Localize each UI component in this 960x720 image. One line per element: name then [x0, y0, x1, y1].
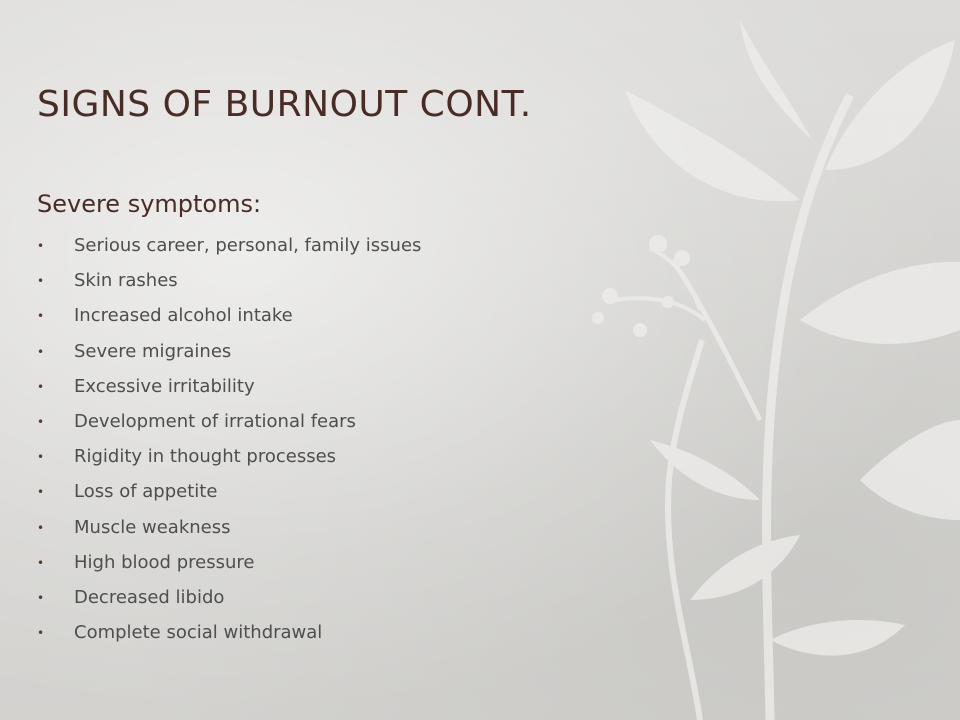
list-item-text: Complete social withdrawal [74, 622, 323, 644]
list-item [37, 234, 421, 269]
list-item-text: Serious career, personal, family issues [74, 235, 422, 256]
bullet-icon: • [37, 379, 45, 394]
list-item-text: Muscle weakness [74, 516, 231, 538]
list-item-text: Increased alcohol intake [74, 305, 293, 327]
list-item [37, 445, 421, 480]
list-item [37, 375, 421, 410]
bullet-icon: • [37, 626, 45, 641]
list-item [37, 621, 421, 656]
list-item-text: Decreased libido [74, 586, 225, 608]
list-item [37, 551, 421, 586]
list-item-text: Excessive irritability [74, 375, 255, 397]
slide-title: SIGNS OF BURNOUT CONT. [37, 84, 532, 125]
bullet-icon: • [37, 590, 45, 605]
bullet-icon: • [37, 344, 45, 359]
list-item-text: Loss of appetite [74, 481, 218, 503]
list-item [37, 340, 421, 375]
bullet-icon: • [37, 485, 45, 500]
list-item [37, 269, 421, 304]
list-item-text: High blood pressure [74, 551, 255, 573]
bullet-icon: • [37, 274, 45, 289]
bullet-icon: • [37, 239, 45, 253]
bullet-icon: • [37, 450, 45, 465]
list-item [37, 480, 421, 515]
list-item [37, 516, 421, 551]
bullet-icon: • [37, 555, 45, 570]
bullet-icon: • [37, 309, 45, 324]
list-item [37, 304, 421, 339]
symptom-list [37, 234, 421, 656]
list-item-text: Skin rashes [74, 270, 178, 292]
slide-subheading: Severe symptoms: [37, 190, 262, 218]
list-item [37, 410, 421, 445]
list-item-text: Rigidity in thought processes [74, 446, 337, 468]
list-item [37, 586, 421, 621]
bullet-icon: • [37, 414, 45, 429]
list-item-text: Severe migraines [74, 340, 232, 362]
bullet-icon: • [37, 520, 45, 535]
list-item-text: Development of irrational fears [74, 410, 356, 432]
